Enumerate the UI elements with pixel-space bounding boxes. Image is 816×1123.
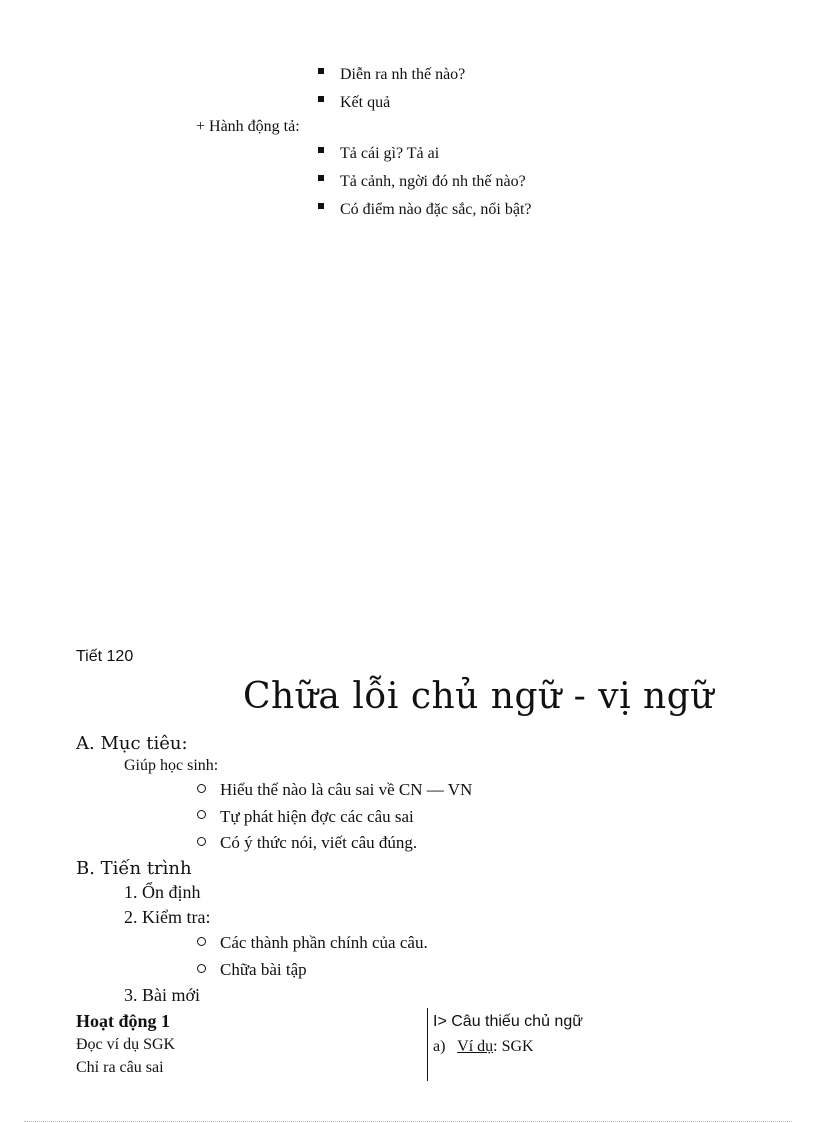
bullet-circle-icon [197, 810, 206, 819]
example-label: Ví dụ [457, 1038, 494, 1055]
section-b-heading: B. Tiến trình [76, 858, 192, 879]
step-1: 1. Ổn định [124, 882, 201, 902]
bullet-square-icon [318, 175, 324, 181]
bullet-circle-icon [197, 784, 206, 793]
bullet-square-icon [318, 68, 324, 74]
bullet-text: Tả cái gì? Tả ai [340, 145, 440, 162]
bullet-square-icon [318, 147, 324, 153]
page-title: Chữa lỗi chủ ngữ - vị ngữ [243, 676, 714, 717]
column-divider [427, 1008, 428, 1081]
bullet-circle-icon [197, 964, 206, 973]
activity-heading: Hoạt động 1 [76, 1011, 171, 1031]
bullet-circle-icon [197, 837, 206, 846]
bullet-text: Kết quả [340, 94, 391, 111]
review-item: Chữa bài tập [220, 960, 307, 979]
page-bottom-rule [24, 1121, 792, 1122]
bullet-square-icon [318, 203, 324, 209]
objective-item: Hiểu thế nào là câu sai về CN — VN [220, 780, 473, 799]
bullet-text: Có điểm nào đặc sắc, nổi bật? [340, 201, 532, 218]
objective-item: Tự phát hiện đợc các câu sai [220, 807, 414, 826]
activity-line: Đọc ví dụ SGK [76, 1036, 176, 1053]
objective-item: Có ý thức nói, viết câu đúng. [220, 833, 418, 852]
section-a-heading: A. Mục tiêu: [76, 733, 188, 754]
period-label: Tiết 120 [76, 648, 134, 665]
step-3: 3. Bài mới [124, 985, 201, 1005]
bullet-circle-icon [197, 937, 206, 946]
activity-line: Chỉ ra câu sai [76, 1059, 164, 1076]
example-prefix: a) [433, 1038, 446, 1055]
subheading-action: + Hành động tả: [196, 118, 300, 135]
content-example [433, 1038, 534, 1056]
bullet-text: Diễn ra nh thế nào? [340, 66, 466, 83]
example-rest: : SGK [493, 1038, 534, 1055]
bullet-square-icon [318, 96, 324, 102]
section-a-intro: Giúp học sinh: [124, 757, 219, 774]
step-2: 2. Kiểm tra: [124, 907, 211, 927]
content-heading: I> Câu thiếu chủ ngữ [433, 1013, 583, 1030]
review-item: Các thành phần chính của câu. [220, 933, 428, 952]
bullet-text: Tả cảnh, ngời đó nh thế nào? [340, 173, 526, 190]
